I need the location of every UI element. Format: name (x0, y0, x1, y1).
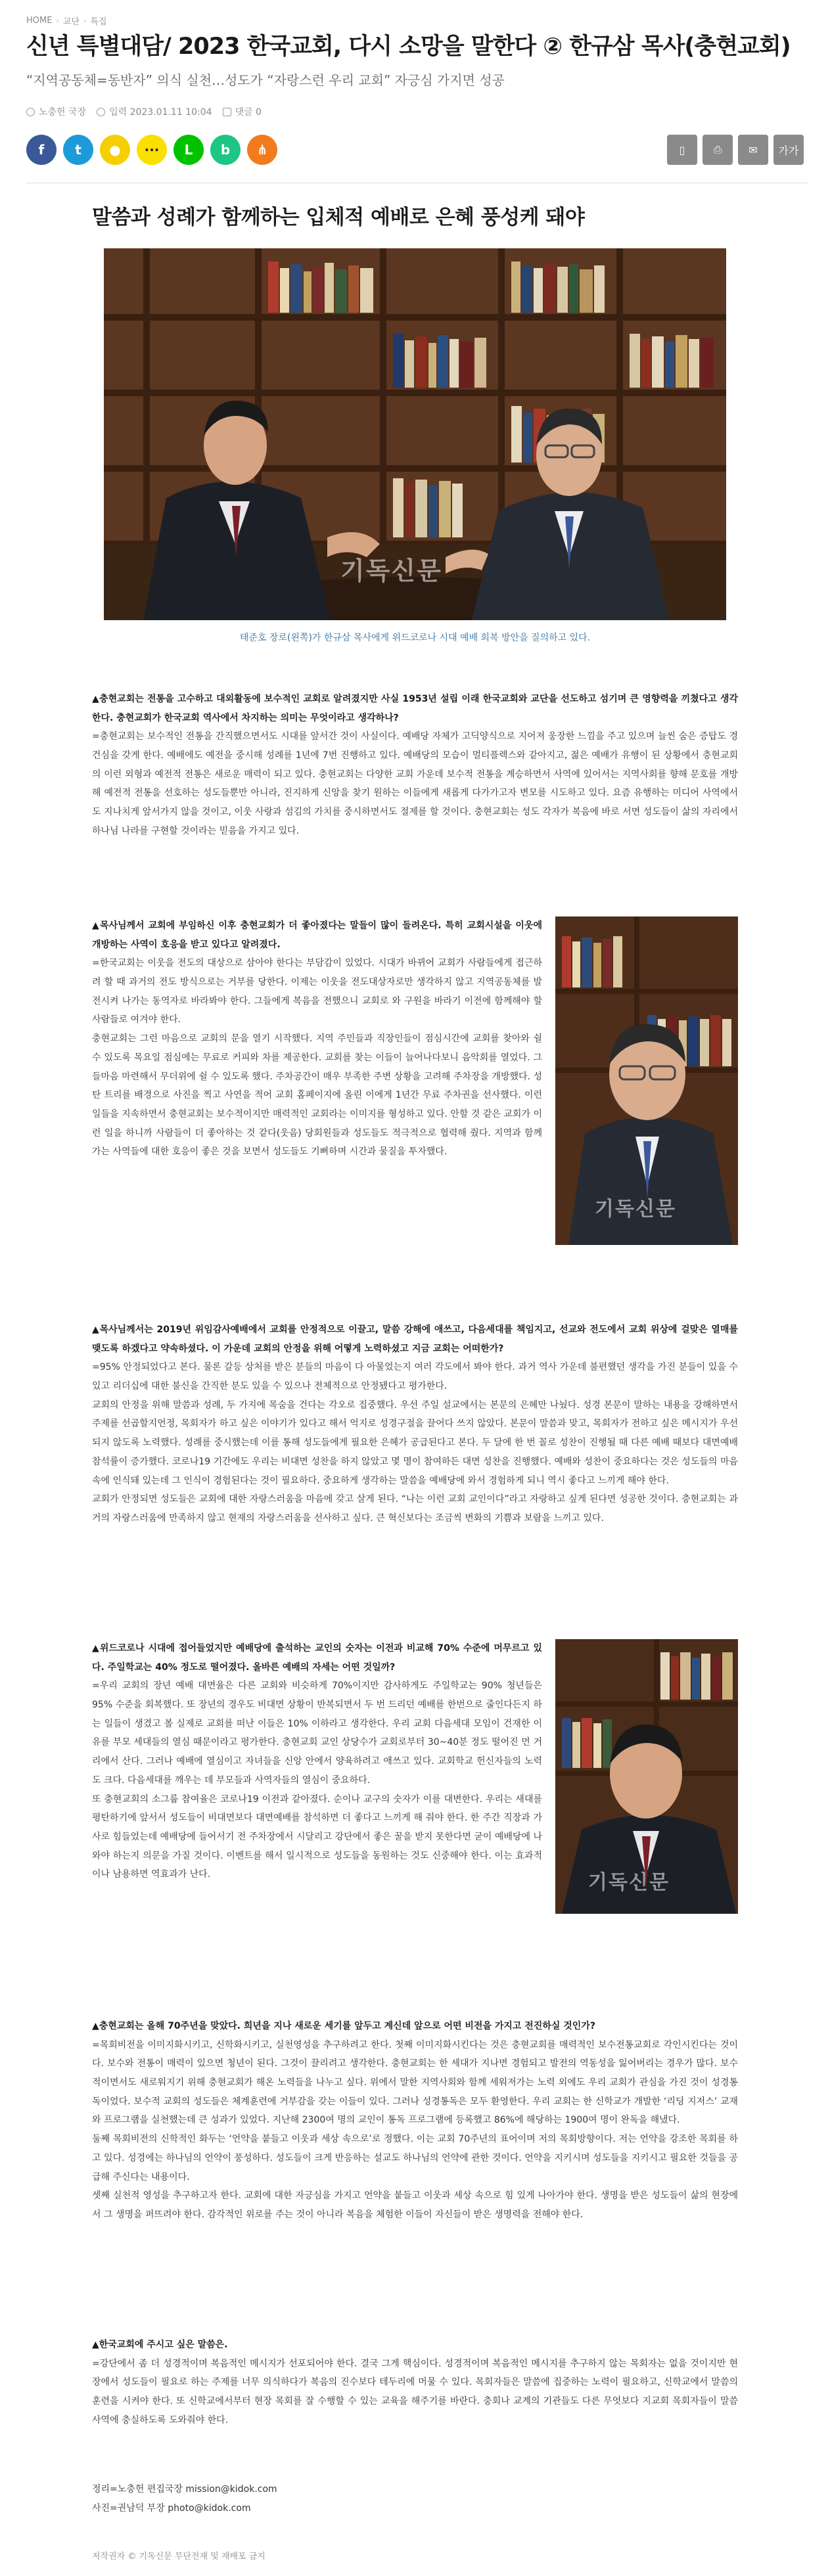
question-3: ▲목사님께서는 2019년 위임감사예배에서 교회를 안정적으로 이끌고, 말씀 강해에 애쓰고, 다음세대를 책임지고, 선교와 전도에서 교회 위상에 걸맞은 열매를 맺도록 하겠다고 약속하셨다. 이 가운데 교회의 안정을 위해 어떻게 노력하셨고 지금 교회는 어떠한가? (92, 1324, 738, 1354)
side-photo-1 (555, 916, 738, 1245)
photo-caption: 태준호 장로(왼쪽)가 한규삼 목사에게 위드코로나 시대 예배 회복 방안을 질의하고 있다. (239, 633, 591, 643)
clock-icon (97, 108, 105, 116)
answer-6: =강단에서 좀 더 성경적이며 복음적인 메시지가 선포되어야 한다. 결국 그게 핵심이다. 성경적이며 복음적인 메시지를 추구하지 않는 목회자는 없을 것이지만 현장에서 성도들이 필요로 하는 주제를 너무 의식하다가 복음의 진수보다 테두리에 머물 수 있다. 목회자들은 말씀에 집중하는 노력이 필요하고, 신학교에서 말씀의 훈련을 시켜야 한다. 또 신학교에서부터 현장 목회를 잘 수행할 수 있는 교육을 해주기를 바란다. 충회나 교계의 기관들도 다른 무엇보다 지교회 목회자들이 말씀 사역에 충실하도록 도와줘야 한다. (92, 2358, 738, 2426)
photo-watermark: 기독신문 (588, 1871, 670, 1894)
article-meta (26, 105, 262, 118)
print-button[interactable] (703, 135, 733, 165)
twitter-share-button[interactable] (63, 135, 93, 165)
article-headline: 신년 특별대담/ 2023 한국교회, 다시 소망을 말한다 ② 한규삼 목사(충현교회) (26, 34, 791, 60)
photo-credit: 사진=권남덕 부장 photo@kidok.com (92, 2503, 251, 2514)
kakaostory-icon: ● (109, 142, 121, 158)
line-share-button[interactable] (173, 135, 204, 165)
date-info (97, 105, 212, 118)
comment-icon (223, 108, 231, 116)
article-subhead: “지역공동체=동반자” 의식 실천…성도가 “자랑스런 우리 교회” 자긍심 가지면 성공 (26, 72, 505, 88)
answer-3-cont: 교회의 안정을 위해 말씀과 성례, 두 가지에 목숨을 건다는 각오로 집중했다. 우선 주일 설교에서는 본문의 은혜만 나눴다. 성경 본문이 말하는 내용을 강해하면서 주제를 선곱할지언정, 목회자가 하고 싶은 이야기가 있다고 해서 억지로 성경구절을 끌어다 쓰지 않았다. 본문이 말씀과 맞고, 목회자가 전하고 싶은 메시지가 우선되지 않도록 노력했다. 성례를 중시했는데 이를 통해 성도들에게 필요한 은혜가 공급된다고 본다. 두 달에 한 번 꼴로 성찬이 진행될 때 다른 예배 때보다 대면예배 참석률이 증가했다. 코로나19 기간에도 우리는 비대면 성찬을 하지 않았고 몇 명이 참여하든 대면 성찬을 진행했다. 예배와 성찬이 중요하다는 것은 성도들의 마음속에 인식돼 있는데 그 인식이 경험된다는 것이 필요하다. 중요하게 생각하는 말씀을 예배당에 와서 경험하게 되니 역시 좋다고 느끼게 해야 한다. (92, 1399, 738, 1486)
breadcrumb-home[interactable]: HOME (26, 16, 53, 26)
question-1: ▲충현교회는 전통을 고수하고 대외활동에 보수적인 교회로 알려졌지만 사실 1953년 설립 이래 한국교회와 교단을 선도하고 섬기며 큰 영향력을 끼쳤다고 생각한다. 충현교회가 한국교회 역사에서 차지하는 의미는 무엇이라고 생각하나? (92, 694, 738, 723)
copyright-notice: 저작권자 © 기독신문 무단전재 및 재배포 금지 (92, 2552, 265, 2562)
share-icon: ⋔ (256, 142, 268, 158)
answer-4-cont: 또 충현교회의 소그룹 참여율은 코로나19 이전과 같아졌다. 순이나 교구의 숫자가 이를 대변한다. 우리는 새대를 평탄하기에 앞서서 성도들이 비대면보다 대면예배를 참석하면 더 좋다고 느끼게 해 줘야 한다. 한 주간 직장과 가사로 힘들었는데 예배당에 들어서기 전 주차장에서 시달리고 강단에서 좋은 꿀을 받지 못한다면 굳이 예배당에 나와야 하는지 의문을 가질 것이다. 이벤트를 해서 일시적으로 성도들을 동원하는 것도 신중해야 한다. 이는 효과적이나 남용하면 역효과가 난다. (92, 1794, 542, 1880)
breadcrumb (26, 14, 107, 27)
facebook-share-button[interactable] (26, 135, 57, 165)
answer-5-cont2: 셋째 실천적 영성을 추구하고자 한다. 교회에 대한 자긍심을 가지고 언약을 붙들고 이웃과 세상 속으로 힘 있게 나아가야 한다. 생명을 받은 성도들이 삶의 현장에서 그 생명을 퍼뜨려야 한다. 감각적인 위로를 주는 것이 아니라 복음을 체험한 이들이 자신들이 받은 생명력을 전해야 한다. (92, 2190, 738, 2220)
facebook-icon: f (38, 142, 45, 158)
user-icon (26, 108, 35, 116)
answer-2-cont: 충현교회는 그런 마음으로 교회의 문을 열기 시작했다. 지역 주민들과 직장인들이 점심시간에 교회를 찾아와 쉴 수 있도록 목요일 점심에는 무료로 커피와 차를 제공한다. 교회를 찾는 이들이 늘어나다보니 음악회를 열었다. 그들마음 마련해서 무더위에 쉴 수 있도록 했다. 주차공간이 매우 부족한 주변 상황을 고려해 주차장을 개방했다. 성탄 트리를 배경으로 사진을 찍고 사연을 적어 교회 홈페이지에 올린 이에게 1년간 무료 주차권을 선사했다. 이런 일들을 지속하면서 충현교회는 보수적이지만 매력적인 교회라는 이미지를 형성하고 있다. 안할 것 같은 교회가 이런 일을 하니까 사람들이 더 좋아하는 것 같다(웃음) 당회원들과 성도들도 적극적으로 협력해 줬다. 지역과 함께 가는 사역들에 대한 호응이 좋은 것을 보면서 성도들도 기뻐하며 시간과 물질을 투자했다. (92, 1033, 542, 1158)
print-icon: ⎙ (713, 143, 722, 156)
photo-watermark: 기독신문 (595, 1198, 676, 1221)
question-6: ▲한국교회에 주시고 싶은 말씀은. (92, 2339, 228, 2350)
twitter-icon: t (75, 142, 81, 158)
answer-5-cont: 둘째 목회비전의 신학적인 화두는 ‘언약을 붙들고 이웃과 세상 속으로’로 정했다. 이는 교회 70주년의 표어이며 저의 목회방향이다. 저는 언약을 강조한 목회를 하고 있다. 성경에는 하나님의 언약이 풍성하다. 성도들이 크게 반응하는 설교도 하나님의 언약에 관한 것이다. 언약을 지키시며 성도들을 지키시고 필요한 것들을 공급해 주신다는 내용이다. (92, 2134, 738, 2182)
qa-section-6 (92, 2336, 738, 2429)
writer-credit: 정리=노충헌 편집국장 mission@kidok.com (92, 2484, 277, 2495)
article-credits (92, 2480, 277, 2519)
naverband-icon: b (220, 142, 231, 158)
side-photo-2 (555, 1639, 738, 1914)
email-button[interactable] (738, 135, 768, 165)
question-2: ▲목사님께서 교회에 부임하신 이후 충현교회가 더 좋아졌다는 말들이 많이 들려온다. 특히 교회시설을 이웃에 개방하는 사역이 호응을 받고 있다고 알려졌다. (92, 920, 542, 950)
question-5: ▲충현교회는 올해 70주년을 맞았다. 희년을 지나 새로운 세기를 앞두고 계신데 앞으로 어떤 비전을 가지고 전진하실 것인가? (92, 2021, 595, 2031)
scrap-icon: ▯ (679, 143, 685, 156)
qa-section-2 (92, 916, 542, 1162)
main-photo (104, 248, 726, 620)
share-more-button[interactable] (247, 135, 277, 165)
answer-2: =한국교회는 이웃을 전도의 대상으로 삼아야 한다는 부담감이 있었다. 시대가 바뀌어 교회가 사람들에게 접근하려 할 때 과거의 전도 방식으로는 거부를 당한다. 이제는 이웃을 전도대상자로만 생각하지 않고 지역공동체를 발전시켜 나가는 동역자로 바라봐야 한다. 그들에게 복음을 전했으니 교회로 와 구원을 바라기 이전에 함께해야 할 사람들로 여겨야 한다. (92, 958, 542, 1026)
naverband-share-button[interactable] (210, 135, 241, 165)
breadcrumb-special[interactable]: 특집 (90, 17, 107, 27)
line-icon: L (184, 142, 193, 158)
answer-3-cont2: 교회가 안정되면 성도들은 교회에 대한 자랑스러움을 마음에 갖고 살게 된다. “나는 이런 교회 교인이다”라고 자랑하고 싶게 된다면 성공한 것이다. 충현교회는 과거의 자랑스러움에 만족하지 않고 현재의 자랑스러움을 선사하고 싶다. 큰 혁신보다는 조금씩 변화의 기쁨과 보람을 느끼고 있다. (92, 1494, 738, 1524)
publish-date: 입력 2023.01.11 10:04 (109, 107, 212, 118)
breadcrumb-denomination[interactable]: 교단 (62, 17, 80, 27)
author-name: 노충헌 국장 (39, 107, 87, 118)
comment-count: 댓글 0 (235, 107, 262, 118)
photo-watermark: 기독신문 (340, 556, 442, 585)
kakaostory-share-button[interactable] (100, 135, 130, 165)
comment-info[interactable] (223, 105, 262, 118)
answer-5: =목회비전을 이미지화시키고, 신학화시키고, 실천영성을 추구하려고 한다. 첫째 이미지화시킨다는 것은 충현교회를 매력적인 보수전통교회로 각인시킨다는 것이다. 보수와 전통이 매력이 있으면 청년이 된다. 그것이 끌리려고 생각한다. 충현교회는 한 세대가 지나면 경험되고 발전의 역동성을 잃어버리는 경우가 많다. 보수적이면서도 새로워지기 위해 충현교회가 해온 노력들을 나누고 싶다. 위에서 말한 지역사회와 함께 세워져가는 노력 외에도 우리 교회가 관심을 가진 것이 성경통독이었다. 보수적 교회의 성도들은 체계훈련에 거부감을 갖는 이들이 있다. 그러나 성경통독은 모두 환영한다. 우리 교회는 한 신학교가 개발한 ‘리딩 지저스’ 교재와 프로그램을 실천했는데 큰 성과가 있었다. 지난해 2300여 명의 교인이 통독 프로그램에 등록했고 86%에 해당하는 1900여 명이 완독을 해냈다. (92, 2039, 738, 2126)
qa-section-4 (92, 1639, 542, 1884)
kakaotalk-share-button[interactable] (137, 135, 167, 165)
chevron-right-icon: › (56, 16, 59, 25)
answer-3: =95% 안정되었다고 본다. 물론 갈등 상처를 받은 분들의 마음이 다 아물었는지 여러 각도에서 봐야 한다. 과거 역사 가운데 불편했던 생각을 가진 분들이 있을 수 있고 리더십에 대한 불신을 간직한 분도 있을 수 있으나 전체적으로 안정됐다고 평가한다. (92, 1362, 738, 1392)
qa-section-1 (92, 690, 738, 841)
article-tools (667, 135, 804, 165)
qa-section-3 (92, 1321, 738, 1528)
email-icon: ✉ (749, 143, 758, 156)
font-size-icon: 가가 (778, 144, 799, 157)
share-buttons (26, 135, 277, 165)
font-size-button[interactable] (773, 135, 804, 165)
article-kicker: 말씀과 성례가 함께하는 입체적 예배로 은혜 풍성케 돼야 (92, 206, 585, 229)
author-info (26, 105, 86, 118)
scrap-button[interactable] (667, 135, 697, 165)
kakaotalk-icon: ··· (144, 142, 160, 158)
question-4: ▲위드코로나 시대에 접어들었지만 예배당에 출석하는 교인의 숫자는 이전과 비교해 70% 수준에 머무르고 있다. 주일학교는 40% 정도로 떨어졌다. 올바른 예배의 자세는 어떤 것일까? (92, 1643, 542, 1673)
qa-section-5 (92, 2017, 738, 2225)
answer-4: =우리 교회의 장년 예배 대면율은 다른 교회와 비슷하게 70%이지만 감사하게도 주일학교는 90% 청년들은 95% 수준을 회복했다. 또 장년의 경우도 비대면 상황이 반복되면서 두 번 드리던 예배를 한번으로 줄인다든지 하는 일들이 생겼고 볼 실제로 교회를 떠난 이들은 10% 이하라고 생각한다. 우리 교회 다음세대 모임이 건재한 이유를 부모 세대들의 열심 때문이라고 평가한다. 충현교회 교인 상당수가 교회로부터 30~40분 정도 떨어진 먼 거리에서 산다. 그러나 예배에 열심이고 자녀들을 신앙 안에서 양육하려고 애쓰고 있다. 교회학교 헌신자들의 노력도 크다. 다음세대를 깨우는 데 부모들과 사역자들의 열심이 중요하다. (92, 1681, 542, 1786)
chevron-right-icon: › (83, 16, 87, 25)
answer-1: =충현교회는 보수적인 전통을 간직했으면서도 시대를 앞서간 것이 사실이다. 예배당 자체가 고딕양식으로 지어져 웅장한 느낌을 주고 있으며 늘씬 숨은 증탑도 경건심을 갖게 한다. 예배에도 예전을 중시해 성례를 1년에 7번 진행하고 있다. 예배당의 모습이 멀티플렉스와 같아지고, 젊은 예배가 유행이 된 상황에서 충현교회의 이런 외형과 예전적 전통은 새로운 매력이 되고 있다. 충현교회는 다양한 교회 가운데 보수적 전통을 계승하면서 사역에 있어서는 지역사회를 향해 문호를 개방해 예전적 전통을 선호하는 성도들뿐만 아니라, 진지하게 신앙을 찾기 원하는 이들에게 새롭게 다가가고자 변모를 시도하고 있다. 요즘 유행하는 미디어 사역에서도 지나치게 앞서가지 않을 것이고, 이웃 사랑과 섬김의 가치를 중시하면서도 절제를 할 것이다. 충현교회는 성도 각자가 복음에 바로 서면 성도들이 삶의 자리에서 하나님 나라를 구현할 것이라는 믿음을 가지고 있다. (92, 731, 738, 836)
